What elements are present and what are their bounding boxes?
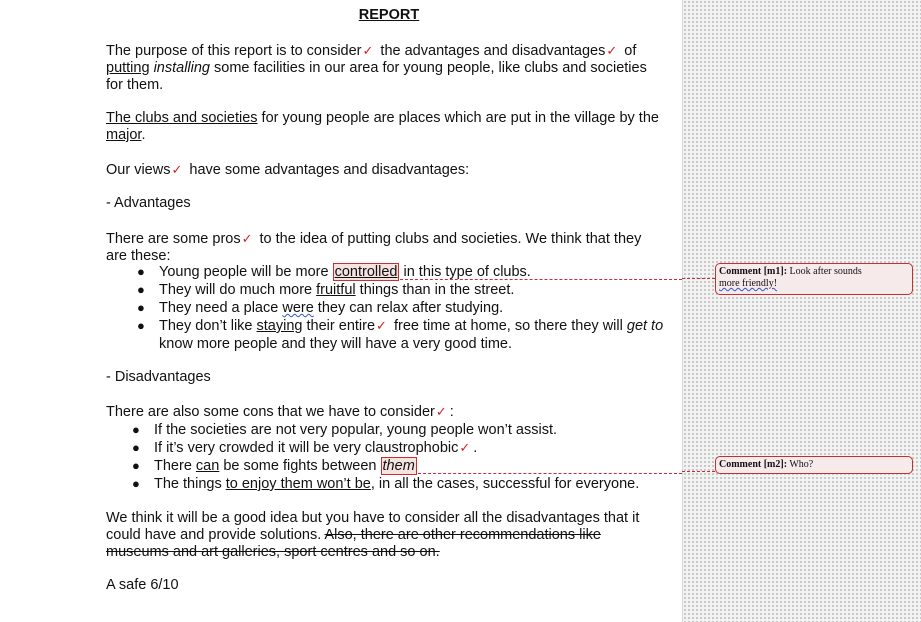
conclusion-paragraph: We think it will be a good idea but you have to consider all the disadvantages that it could have and provide solutions. Also, there are other recommendations like museums and art galleries, sport centres and so on. (106, 510, 640, 560)
comment-balloon-m1[interactable]: Comment [m1]: Look after sounds more friendly! (715, 263, 913, 295)
commented-word: controlled (334, 264, 398, 280)
comment-connector (418, 473, 682, 474)
check-mark-icon: ✓ (241, 231, 253, 246)
list-item: ● If it’s very crowded it will be very claustrophobic✓ . (132, 440, 478, 456)
underlined-word: putting (106, 60, 150, 76)
check-mark-icon: ✓ (435, 404, 447, 419)
bullet-icon: ● (137, 300, 145, 315)
struck-text: museums and art galleries, sport centres and so on. (106, 544, 440, 560)
clubs-paragraph: The clubs and societies for young people are places which are put in the village by the major. (106, 110, 659, 143)
disadvantages-list (132, 421, 640, 493)
spellcheck-word: were (282, 300, 314, 316)
check-mark-icon: ✓ (459, 440, 471, 455)
underlined-word: staying (256, 318, 303, 334)
report-title: REPORT (358, 7, 420, 23)
bullet-icon: ● (132, 422, 140, 437)
struck-text: Also, there are other recommendations like (324, 527, 601, 543)
grade-text: A safe 6/10 (106, 577, 179, 593)
comment-margin (682, 0, 921, 622)
underlined-phrase: The clubs and societies (106, 110, 258, 126)
underlined-word: major (106, 127, 142, 143)
underlined-phrase: to enjoy them won’t be (225, 476, 371, 492)
comment-connector (682, 471, 715, 472)
advantages-list (137, 263, 664, 353)
comment-balloon-m2[interactable]: Comment [m2]: Who? (715, 456, 913, 474)
list-item: ● If the societies are not very popular, young people won’t assist. (132, 422, 558, 438)
list-item: ● They don’t like staying their entire✓ free time at home, so there they will get to know more people and they will have a very good time. (137, 318, 664, 352)
check-mark-icon: ✓ (606, 43, 618, 58)
bullet-icon: ● (132, 440, 140, 455)
bullet-icon: ● (137, 282, 145, 297)
advantages-heading: - Advantages (106, 195, 191, 211)
intro-paragraph: The purpose of this report is to consider✓ the advantages and disadvantages✓ of putting installing some facilities in our area for young people, like clubs and societies for them. (106, 43, 647, 93)
bullet-icon: ● (137, 264, 145, 279)
italic-word: installing (153, 60, 210, 76)
commented-word: them (382, 458, 415, 474)
comment-connector (400, 279, 682, 280)
pros-paragraph: There are some pros✓ to the idea of putting clubs and societies. We think that they are these: (106, 231, 642, 264)
underlined-word: fruitful (316, 282, 356, 298)
views-paragraph: Our views✓ have some advantages and disadvantages: (106, 162, 470, 178)
comment-connector (682, 278, 715, 279)
list-item: ● They need a place were they can relax after studying. (137, 300, 504, 316)
check-mark-icon: ✓ (171, 162, 183, 177)
cons-paragraph: There are also some cons that we have to consider✓ : (106, 404, 454, 420)
list-item: ● The things to enjoy them won’t be, in all the cases, successful for everyone. (132, 476, 640, 492)
check-mark-icon: ✓ (376, 318, 387, 333)
bullet-icon: ● (132, 458, 140, 473)
bullet-icon: ● (132, 476, 140, 491)
list-item: ● There can be some fights between them (132, 458, 415, 474)
check-mark-icon: ✓ (362, 43, 374, 58)
disadvantages-heading: - Disadvantages (106, 369, 211, 385)
underlined-word: can (195, 458, 220, 474)
list-item: ● They will do much more fruitful things than in the street. (137, 282, 515, 298)
list-item: ● Young people will be more controlled in this type of clubs. (137, 264, 531, 280)
bullet-icon: ● (137, 318, 145, 333)
